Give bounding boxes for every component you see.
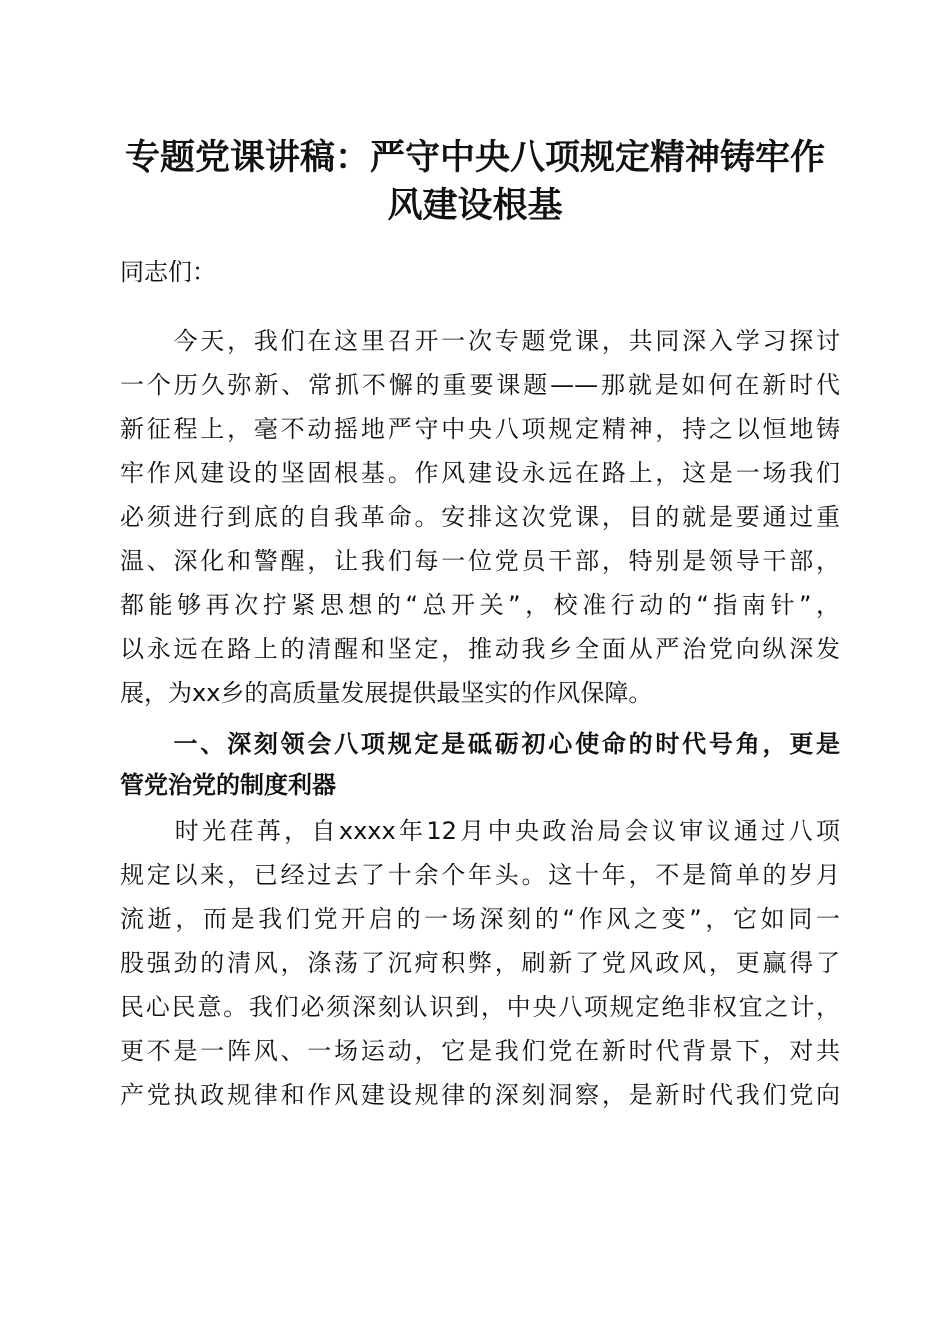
paragraph-2-line: 民心民意。我们必须深刻认识到，中央八项规定绝非权宜之计， bbox=[120, 993, 840, 1021]
paragraph-1-line: 以永远在路上的清醒和坚定，推动我乡全面从严治党向纵深发 bbox=[120, 635, 840, 663]
paragraph-2-line: 产党执政规律和作风建设规律的深刻洞察，是新时代我们党向 bbox=[120, 1081, 840, 1109]
paragraph-2-line: 规定以来，已经过去了十余个年头。这十年，不是简单的岁月 bbox=[120, 861, 840, 889]
paragraph-2-line: 股强劲的清风，涤荡了沉疴积弊，刷新了党风政风，更赢得了 bbox=[120, 949, 840, 977]
section-heading-line: 管党治党的制度利器 bbox=[120, 771, 336, 799]
paragraph-1-line: 展，为xx乡的高质量发展提供最坚实的作风保障。 bbox=[120, 679, 653, 707]
paragraph-2-line: 流逝，而是我们党开启的一场深刻的“作风之变”，它如同一 bbox=[120, 905, 840, 933]
paragraph-2-line: 时光荏苒，自xxxx年12月中央政治局会议审议通过八项 bbox=[120, 817, 840, 845]
section-heading-line: 一、深刻领会八项规定是砥砺初心使命的时代号角，更是 bbox=[120, 730, 840, 758]
document-title-line-2: 风建设根基 bbox=[387, 185, 563, 226]
salutation: 同志们： bbox=[120, 258, 216, 286]
document-title-line-1: 专题党课讲稿：严守中央八项规定精神铸牢作 bbox=[124, 137, 825, 178]
paragraph-2-line: 更不是一阵风、一场运动，它是我们党在新时代背景下，对共 bbox=[120, 1037, 840, 1065]
paragraph-1-line: 新征程上，毫不动摇地严守中央八项规定精神，持之以恒地铸 bbox=[120, 415, 840, 443]
paragraph-1-line: 必须进行到底的自我革命。安排这次党课，目的就是要通过重 bbox=[120, 503, 840, 531]
paragraph-1-line: 一个历久弥新、常抓不懈的重要课题——那就是如何在新时代 bbox=[120, 371, 840, 399]
paragraph-1-line: 今天，我们在这里召开一次专题党课，共同深入学习探讨 bbox=[120, 327, 840, 355]
paragraph-1-line: 牢作风建设的坚固根基。作风建设永远在路上，这是一场我们 bbox=[120, 459, 840, 487]
paragraph-1-line: 都能够再次拧紧思想的“总开关”，校准行动的“指南针”， bbox=[120, 591, 840, 619]
paragraph-1-line: 温、深化和警醒，让我们每一位党员干部，特别是领导干部， bbox=[120, 547, 840, 575]
